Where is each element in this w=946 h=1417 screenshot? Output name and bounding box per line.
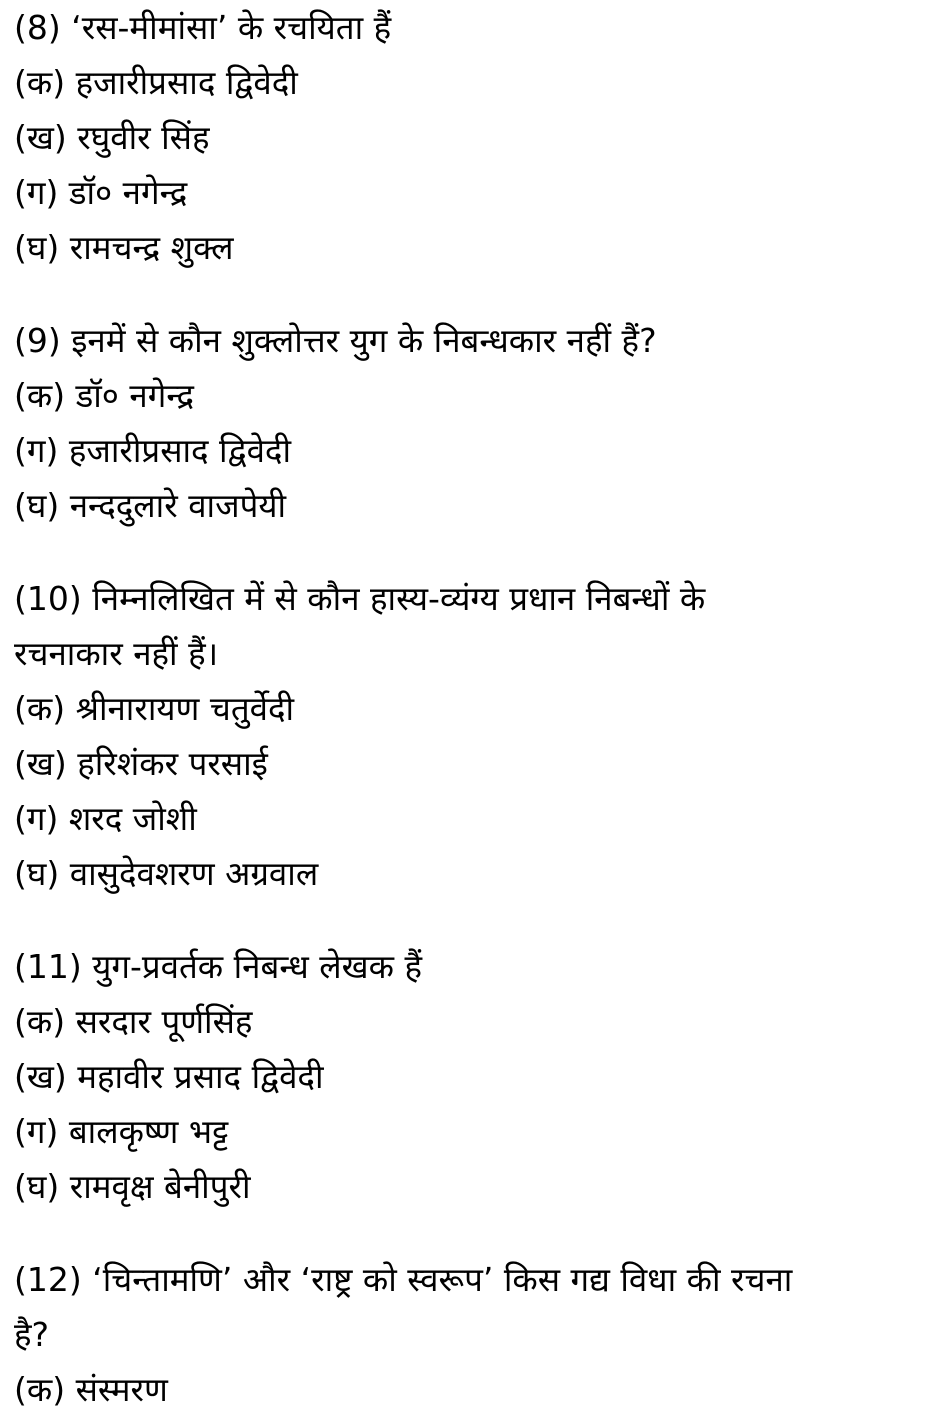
question-8-option-ga: (ग) डॉ० नगेन्द्र [14, 173, 188, 212]
question-11-option-kha: (ख) महावीर प्रसाद द्विवेदी [14, 1057, 324, 1096]
question-8-stem: (8) ‘रस-मीमांसा’ के रचयिता हैं [14, 8, 392, 47]
question-9-option-gha: (घ) नन्ददुलारे वाजपेयी [14, 486, 287, 525]
question-12-option-ka: (क) संस्मरण [14, 1370, 168, 1409]
question-11-stem: (11) युग-प्रवर्तक निबन्ध लेखक हैं [14, 947, 422, 986]
question-10-stem-line-1: (10) निम्नलिखित में से कौन हास्य-व्यंग्य प्रधान निबन्धों के [14, 579, 706, 618]
question-9 [14, 313, 934, 533]
question-9-option-ga: (ग) हजारीप्रसाद द्विवेदी [14, 431, 292, 470]
question-10-stem-line-2: रचनाकार नहीं हैं। [14, 634, 219, 673]
question-11-option-ka: (क) सरदार पूर्णसिंह [14, 1002, 253, 1041]
question-11-option-gha: (घ) रामवृक्ष बेनीपुरी [14, 1167, 251, 1206]
question-spacer [14, 275, 934, 313]
question-spacer [14, 533, 934, 571]
question-10-option-gha: (घ) वासुदेवशरण अग्रवाल [14, 854, 319, 893]
question-8 [14, 0, 934, 275]
question-10-option-ga: (ग) शरद जोशी [14, 799, 197, 838]
question-10 [14, 571, 934, 901]
question-8-option-ka: (क) हजारीप्रसाद द्विवेदी [14, 63, 298, 102]
question-9-stem: (9) इनमें से कौन शुक्लोत्तर युग के निबन्धकार नहीं हैं? [14, 321, 657, 360]
question-12 [14, 1252, 934, 1417]
question-12-stem-line-2: है? [14, 1315, 50, 1354]
question-spacer [14, 1214, 934, 1252]
question-spacer [14, 901, 934, 939]
question-10-option-kha: (ख) हरिशंकर परसाई [14, 744, 268, 783]
question-11-option-ga: (ग) बालकृष्ण भट्ट [14, 1112, 229, 1151]
question-document [14, 0, 934, 1417]
question-10-option-ka: (क) श्रीनारायण चतुर्वेदी [14, 689, 295, 728]
question-8-option-kha: (ख) रघुवीर सिंह [14, 118, 210, 157]
question-8-option-gha: (घ) रामचन्द्र शुक्ल [14, 228, 234, 267]
question-11 [14, 939, 934, 1214]
question-12-stem-line-1: (12) ‘चिन्तामणि’ और ‘राष्ट्र को स्वरूप’ किस गद्य विधा की रचना [14, 1260, 793, 1299]
question-9-option-ka: (क) डॉ० नगेन्द्र [14, 376, 195, 415]
